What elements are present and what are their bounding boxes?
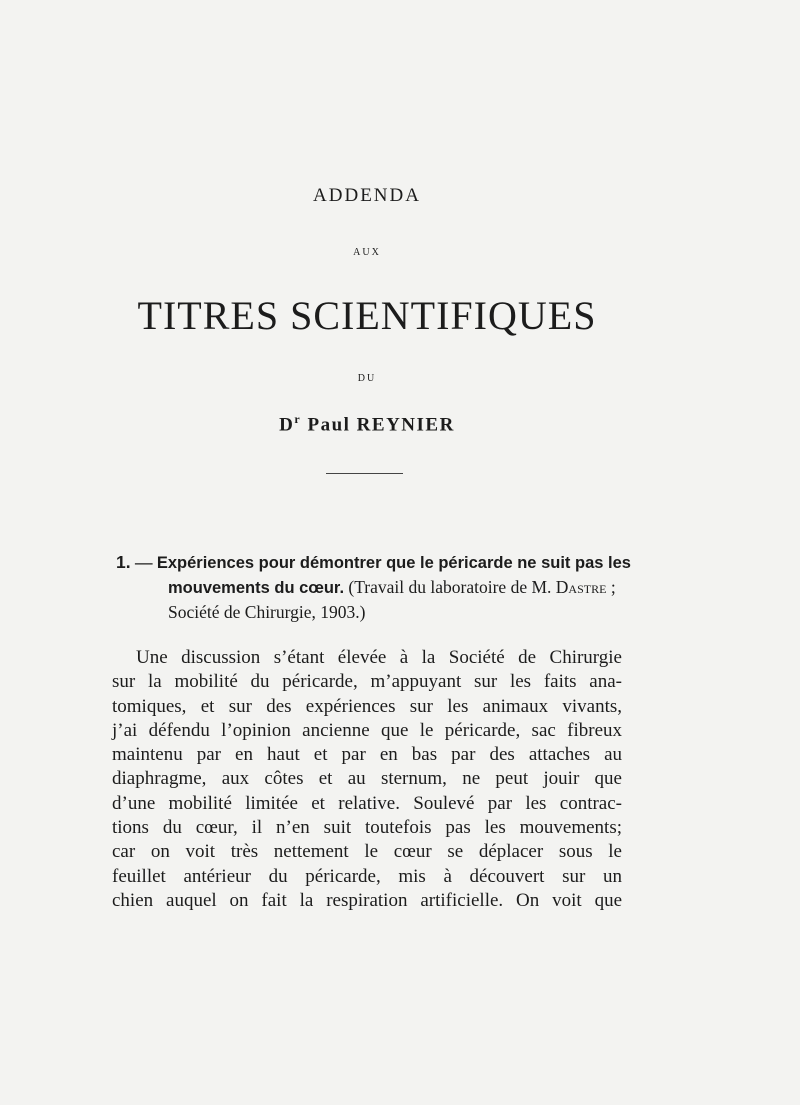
body-line: chien auquel on fait la respiration artificielle. On voit que (112, 889, 622, 911)
title-aux: AUX (353, 247, 381, 258)
author-name (0, 412, 734, 436)
divider (326, 473, 403, 474)
author-prefix: D (279, 414, 295, 436)
body-line: tions du cœur, il n’en suit toutefois pas les mouvements; (112, 817, 622, 839)
entry-item (116, 550, 646, 624)
body-line: tomiques, et sur des expériences sur les animaux vivants, (112, 695, 622, 717)
entry-ref-2: ; Société de Chirurgie, 1903.) (168, 577, 616, 622)
body-line: d’une mobilité limitée et relative. Soulevé par les contrac- (112, 792, 622, 814)
title-du: DU (357, 373, 377, 384)
body-line: Une discussion s’étant élevée à la Société de Chirurgie (136, 647, 622, 668)
author-surname: Paul REYNIER (301, 414, 455, 436)
entry-text (116, 550, 646, 624)
body-paragraph (112, 646, 622, 913)
entry-ref-name: Dastre (555, 577, 607, 597)
entry-ref-1: (Travail du laboratoire de M. (344, 577, 556, 597)
body-line: sur la mobilité du péricarde, m’appuyant sur les faits ana- (112, 671, 622, 693)
title-addenda: ADDENDA (313, 185, 421, 206)
body-line: diaphragme, aux côtes et au sternum, ne peut jouir que (112, 768, 622, 790)
entry-heading: Expériences pour démontrer que le péricarde ne suit pas les mouvements du cœur. (156, 554, 631, 597)
body-line: j’ai défendu l’opinion ancienne que le péricarde, sac fibreux (112, 719, 622, 741)
body-line: feuillet antérieur du péricarde, mis à découvert sur un (112, 865, 622, 887)
body-line: car on voit très nettement le cœur se déplacer sous le (112, 841, 622, 863)
entry-number: 1. (116, 552, 131, 572)
body-line: maintenu par en haut et par en bas par des attaches au (112, 744, 622, 766)
entry-dash: — (130, 552, 157, 572)
page-title: TITRES SCIENTIFIQUES (137, 293, 597, 338)
author-sup: r (294, 412, 302, 426)
